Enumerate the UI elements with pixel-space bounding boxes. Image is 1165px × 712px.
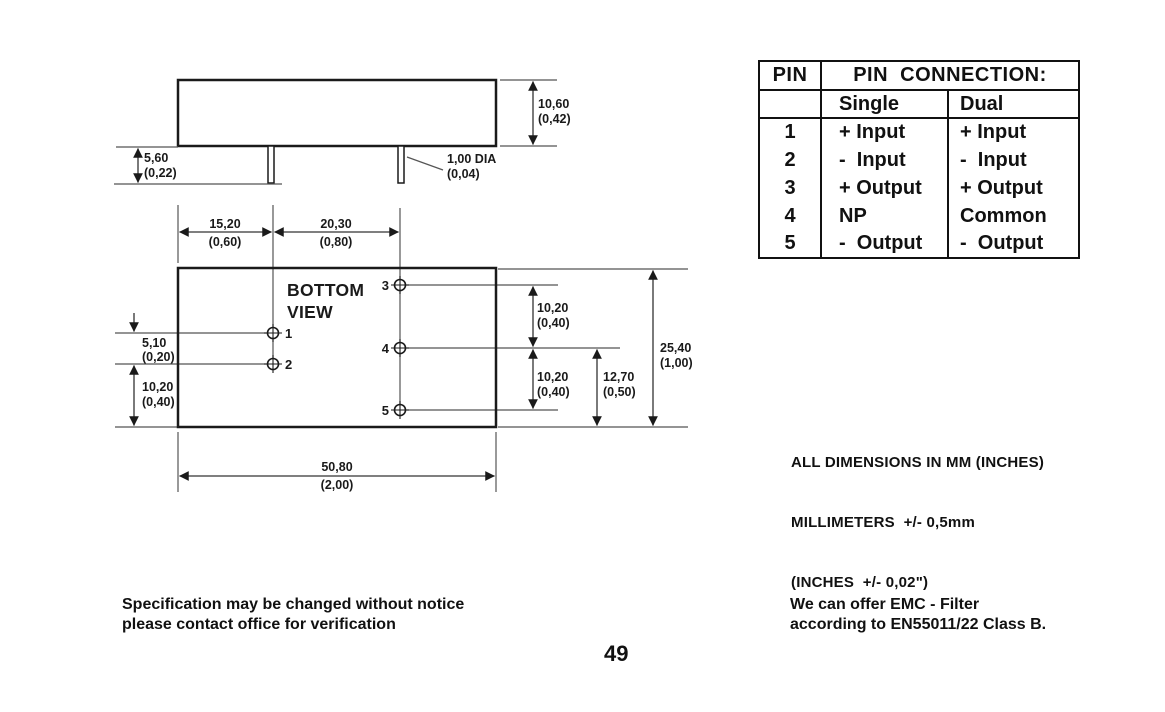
- dual-value: Common: [948, 202, 1079, 230]
- dim-body-depth-mm: 25,40: [660, 341, 692, 355]
- table-row: [759, 174, 1079, 202]
- table-row: [759, 202, 1079, 230]
- dim-body-depth: [653, 271, 693, 426]
- emc-filter-note-line1: We can offer EMC - Filter: [790, 596, 980, 613]
- dim-edge-to-col1-in: (0,60): [208, 235, 242, 249]
- pin-symbol-4: [391, 339, 409, 357]
- dim-pin2-to-edge: [134, 366, 175, 426]
- dim-pin4-edge-mm: 12,70: [603, 370, 635, 384]
- table-row: [759, 118, 1079, 146]
- single-value: + Output: [839, 176, 922, 199]
- side-view: [114, 80, 571, 184]
- leader-line: [407, 157, 443, 170]
- dim-body-length-in: (2,00): [320, 478, 354, 492]
- specification-notice-line1: Specification may be changed without notice: [122, 596, 465, 613]
- pin-column-header: PIN: [759, 61, 821, 90]
- side-view-body: [178, 80, 496, 146]
- notes-line-2: MILLIMETERS +/- 0,5mm: [791, 514, 976, 531]
- emc-filter-note: [790, 595, 1046, 635]
- pin-number: 4: [759, 202, 821, 230]
- pin-symbol-1: [264, 324, 282, 342]
- dual-column-header: Dual: [948, 90, 1079, 118]
- dim-col-spacing-mm: 20,30: [320, 217, 352, 231]
- dual-value: - Output: [948, 230, 1079, 258]
- dim-pin2-edge-mm: 10,20: [142, 380, 174, 394]
- dim-pin-length: [114, 147, 282, 184]
- dim-col-spacing-in: (0,80): [319, 235, 353, 249]
- dim-pin4-pin5-mm: 10,20: [537, 370, 569, 384]
- dim-pin4-to-edge: [597, 350, 636, 426]
- dim-pin-diameter-in: (0,04): [447, 167, 480, 181]
- single-value: - Output: [839, 232, 923, 254]
- pin-symbol-5: [391, 401, 409, 419]
- notes-line-3: (INCHES +/- 0,02"): [791, 574, 929, 591]
- table-subheader-row: [759, 90, 1079, 118]
- dim-body-height-mm: 10,60: [538, 97, 570, 111]
- table-row: [759, 146, 1079, 174]
- pin-label-1: 1: [285, 326, 293, 341]
- pin-connection-table: [758, 60, 1080, 259]
- dim-pin4-to-pin5: [533, 350, 570, 409]
- pin-number: 1: [759, 118, 821, 146]
- dim-pin1-pin2-in: (0,20): [142, 350, 175, 364]
- pin-label-3: 3: [381, 278, 389, 293]
- notes-line-1: ALL DIMENSIONS IN MM (INCHES): [791, 454, 1045, 471]
- dim-pin1-pin2-mm: 5,10: [142, 336, 167, 350]
- emc-filter-note-line2: according to EN55011/22 Class B.: [790, 616, 1047, 633]
- dual-value: + Output: [948, 174, 1079, 202]
- dim-pin4-edge-in: (0,50): [603, 385, 636, 399]
- mechanical-drawing: [0, 0, 760, 520]
- pin-number: 2: [759, 146, 821, 174]
- pin-label-2: 2: [285, 357, 293, 372]
- dim-edge-to-col1-mm: 15,20: [209, 217, 241, 231]
- dim-pin-diameter-mm: 1,00 DIA: [447, 152, 497, 166]
- subheader-empty-cell: [759, 90, 821, 118]
- dim-pin-length-in: (0,22): [144, 166, 177, 180]
- pin-label-5: 5: [381, 403, 389, 418]
- bottom-view: [115, 268, 693, 492]
- dim-pin-diameter: [407, 152, 496, 181]
- dim-body-height-in: (0,42): [538, 112, 571, 126]
- table-header-row: [759, 61, 1079, 90]
- dim-body-depth-in: (1,00): [660, 356, 693, 370]
- dim-pin3-pin4-mm: 10,20: [537, 301, 569, 315]
- specification-notice: [122, 595, 464, 635]
- dim-pin2-edge-in: (0,40): [142, 395, 175, 409]
- dim-body-length: [178, 432, 496, 492]
- pin-label-4: 4: [381, 341, 389, 356]
- side-view-pin-right: [398, 146, 404, 183]
- dim-pin3-pin4-in: (0,40): [537, 316, 570, 330]
- pin-symbol-3: [391, 276, 409, 294]
- connection-header: PIN CONNECTION:: [821, 61, 1079, 90]
- pin-number: 3: [759, 174, 821, 202]
- bottom-view-label-line2: VIEW: [287, 302, 333, 322]
- dim-pin4-pin5-in: (0,40): [537, 385, 570, 399]
- single-value: + Input: [839, 121, 906, 143]
- pin-number: 5: [759, 230, 821, 258]
- dim-pin1-to-pin2: [134, 313, 175, 364]
- side-view-pin-left: [268, 146, 274, 183]
- dim-pin-length-mm: 5,60: [144, 151, 169, 165]
- bottom-view-label-line1: BOTTOM: [287, 280, 365, 300]
- single-column-header: Single: [821, 90, 948, 118]
- dim-body-length-mm: 50,80: [321, 460, 353, 474]
- specification-notice-line2: please contact office for verification: [122, 616, 396, 633]
- dual-value: - Input: [948, 146, 1079, 174]
- dim-body-height: [500, 80, 571, 146]
- table-row: [759, 230, 1079, 258]
- page-number: 49: [604, 641, 629, 666]
- pin-symbol-2: [264, 355, 282, 373]
- dual-value: + Input: [948, 118, 1079, 146]
- single-value: - Input: [839, 148, 906, 171]
- dim-pin3-to-pin4: [533, 287, 570, 347]
- single-value: NP: [839, 204, 867, 227]
